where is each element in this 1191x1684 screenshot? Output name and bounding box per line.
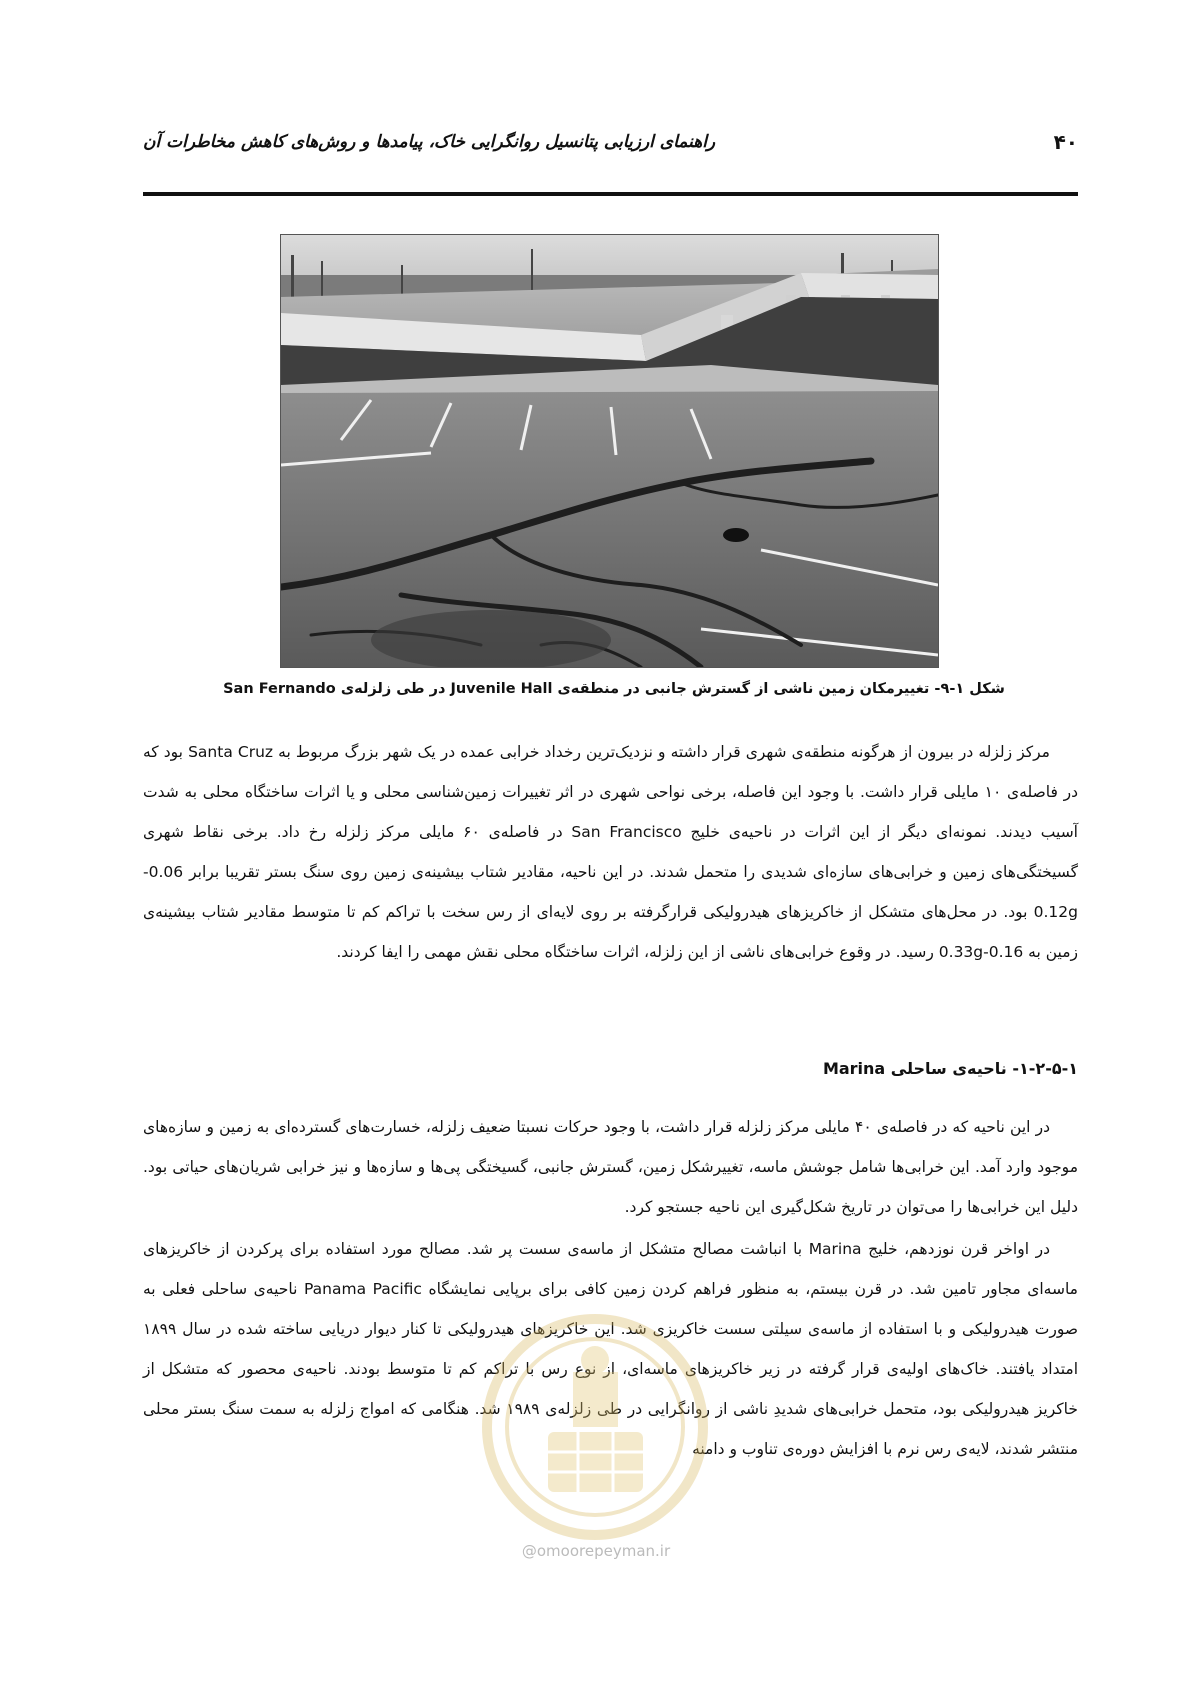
- figure-photo: [280, 234, 939, 668]
- paragraph-2: در این ناحیه که در فاصله‌ی ۴۰ مایلی مرکز زلزله قرار داشت، با وجود حرکات نسبتا ضعیف زلزله، خسارت‌های گسترده‌ای به زمین و سازه‌های موجود وارد آمد. این خرابی‌ها شامل جوشش ماسه، تغییرشکل زمین، گسترش جانبی، گسیختگی پی‌ها و سازه‌ها و نیز خرابی شریان‌های حیاتی بود. دلیل این خرابی‌ها را می‌توان در تاریخ شکل‌گیری این ناحیه جستجو کرد.: [143, 1118, 1078, 1216]
- watermark-seal: [478, 1312, 713, 1542]
- lateral-spread-photo: [281, 235, 938, 667]
- running-title: راهنمای ارزیابی پتانسیل روانگرایی خاک، پیامدها و روش‌های کاهش مخاطرات آن: [143, 132, 716, 152]
- header-divider: [143, 192, 1078, 196]
- paragraph-1: مرکز زلزله در بیرون از هرگونه منطقه‌ی شهری قرار داشته و نزدیک‌ترین رخداد خرابی عمده در یک شهر بزرگ مربوط به Santa Cruz بود که در فاصله‌ی ۱۰ مایلی قرار داشت. با وجود این فاصله، برخی نواحی شهری در اثر تغییرات زمین‌شناسی محلی و یا اثرات ساختگاه محلی به شدت آسیب دیدند. نمونه‌ای دیگر از این اثرات در ناحیه‌ی خلیج San Francisco در فاصله‌ی ۶۰ مایلی مرکز زلزله رخ داد. برخی نقاط شهری گسیختگی‌های زمین و خرابی‌های سازه‌ای شدیدی را متحمل شدند. در این ناحیه، مقادیر شتاب بیشینه‌ی زمین روی سنگ بستر تقریبا برابر 0.06-0.12g بود. در محل‌های متشکل از خاکریزهای هیدرولیکی قرارگرفته بر روی لایه‌ای از رس سخت با تراکم کم تا متوسط مقادیر شتاب بیشینه‌ی زمین به 0.16-0.33g رسید. در وقوع خرابی‌های ناشی از این زلزله، اثرات ساختگاه محلی نقش مهمی را ایفا کردند.: [143, 743, 1078, 961]
- page-header: [143, 128, 1078, 162]
- figure-caption: شکل ۱-۹- تغییرمکان زمین ناشی از گسترش جانبی در منطقه‌ی Juvenile Hall در طی زلزله‌ی San Fernando: [223, 681, 1005, 697]
- paragraph-3: در اواخر قرن نوزدهم، خلیج Marina با انباشت مصالح متشکل از ماسه‌ی سست پر شد. مصالح مورد استفاده برای پرکردن از خاکریزهای ماسه‌ای مجاور تامین شد. در قرن بیستم، به منظور فراهم کردن زمین کافی برای برپایی نمایشگاه Panama Pacific ناحیه‌ی ساحلی فعلی به صورت هیدرولیکی و با استفاده از ماسه‌ی سیلتی سست خاکریزی شد. این خاکریزهای هیدرولیکی تا کنار دیوار دریایی ساخته شده در سال ۱۸۹۹ امتداد یافتند. خاک‌های اولیه‌ی قرار گرفته در زیر خاکریزهای ماسه‌ای، از نوع رس با تراکم کم تا متوسط بودند. ناحیه‌ی محصور که متشکل از خاکریز هیدرولیکی بود، متحمل خرابی‌های شدیدِ ناشی از روانگرایی در طی زلزله‌ی ۱۹۸۹ شد. هنگامی که امواج زلزله به سمت سنگ بستر محلی منتشر شدند، لایه‌ی رس نرم با افزایش دوره‌ی تناوب و دامنه: [143, 1240, 1078, 1458]
- page-number: ۴۰: [1053, 130, 1078, 154]
- section-heading: ۱-۲-۵-۱- ناحیه‌ی ساحلی Marina: [822, 1059, 1078, 1078]
- watermark-url: @omoorepeyman.ir: [521, 1542, 671, 1560]
